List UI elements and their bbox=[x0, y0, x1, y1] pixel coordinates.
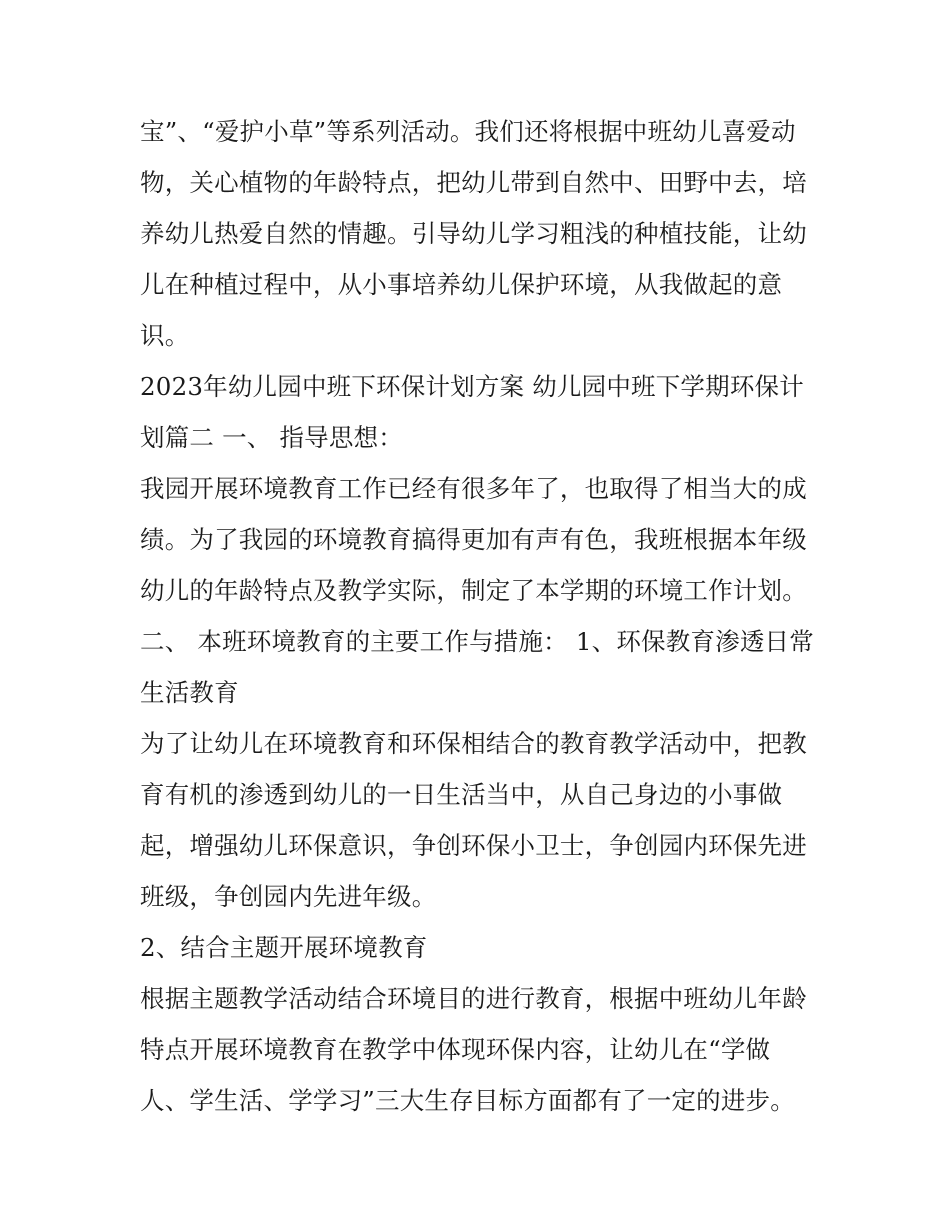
document-body bbox=[140, 106, 830, 1126]
text-line: 育有机的渗透到幼儿的一日生活当中，从自己身边的小事做 bbox=[140, 780, 783, 809]
section-heading-line: 划篇二 一、 指导思想： bbox=[140, 423, 403, 452]
text-line: 班级，争创园内先进年级。 bbox=[140, 882, 437, 911]
section-heading-line: 生活教育 bbox=[140, 678, 239, 707]
text-line: 物，关心植物的年龄特点，把幼儿带到自然中、田野中去，培 bbox=[140, 168, 807, 197]
text-line: 特点开展环境教育在教学中体现环保内容，让幼儿在“学做 bbox=[140, 1035, 771, 1064]
text-line: 起，增强幼儿环保意识，争创环保小卫士，争创园内环保先进 bbox=[140, 831, 807, 860]
text-line: 根据主题教学活动结合环境目的进行教育，根据中班幼儿年龄 bbox=[140, 984, 807, 1013]
section-heading-line: 2023年幼儿园中班下环保计划方案 幼儿园中班下学期环保计 bbox=[140, 372, 804, 401]
section-heading-line: 2、结合主题开展环境教育 bbox=[140, 933, 428, 962]
text-line: 绩。为了我园的环境教育搞得更加有声有色，我班根据本年级 bbox=[140, 525, 807, 554]
text-line: 我园开展环境教育工作已经有很多年了，也取得了相当大的成 bbox=[140, 474, 807, 503]
section-heading-line: 二、 本班环境教育的主要工作与措施： 1、环保教育渗透日常 bbox=[140, 627, 814, 656]
text-line: 宝”、“爱护小草”等系列活动。我们还将根据中班幼儿喜爱动 bbox=[140, 117, 796, 146]
text-line: 养幼儿热爱自然的情趣。引导幼儿学习粗浅的种植技能，让幼 bbox=[140, 219, 807, 248]
text-line: 识。 bbox=[140, 321, 190, 350]
text-line: 儿在种植过程中，从小事培养幼儿保护环境，从我做起的意 bbox=[140, 270, 783, 299]
text-line: 幼儿的年龄特点及教学实际，制定了本学期的环境工作计划。 bbox=[140, 576, 807, 605]
text-line: 人、学生活、学学习”三大生存目标方面都有了一定的进步。 bbox=[140, 1086, 795, 1115]
text-line: 为了让幼儿在环境教育和环保相结合的教育教学活动中，把教 bbox=[140, 729, 807, 758]
